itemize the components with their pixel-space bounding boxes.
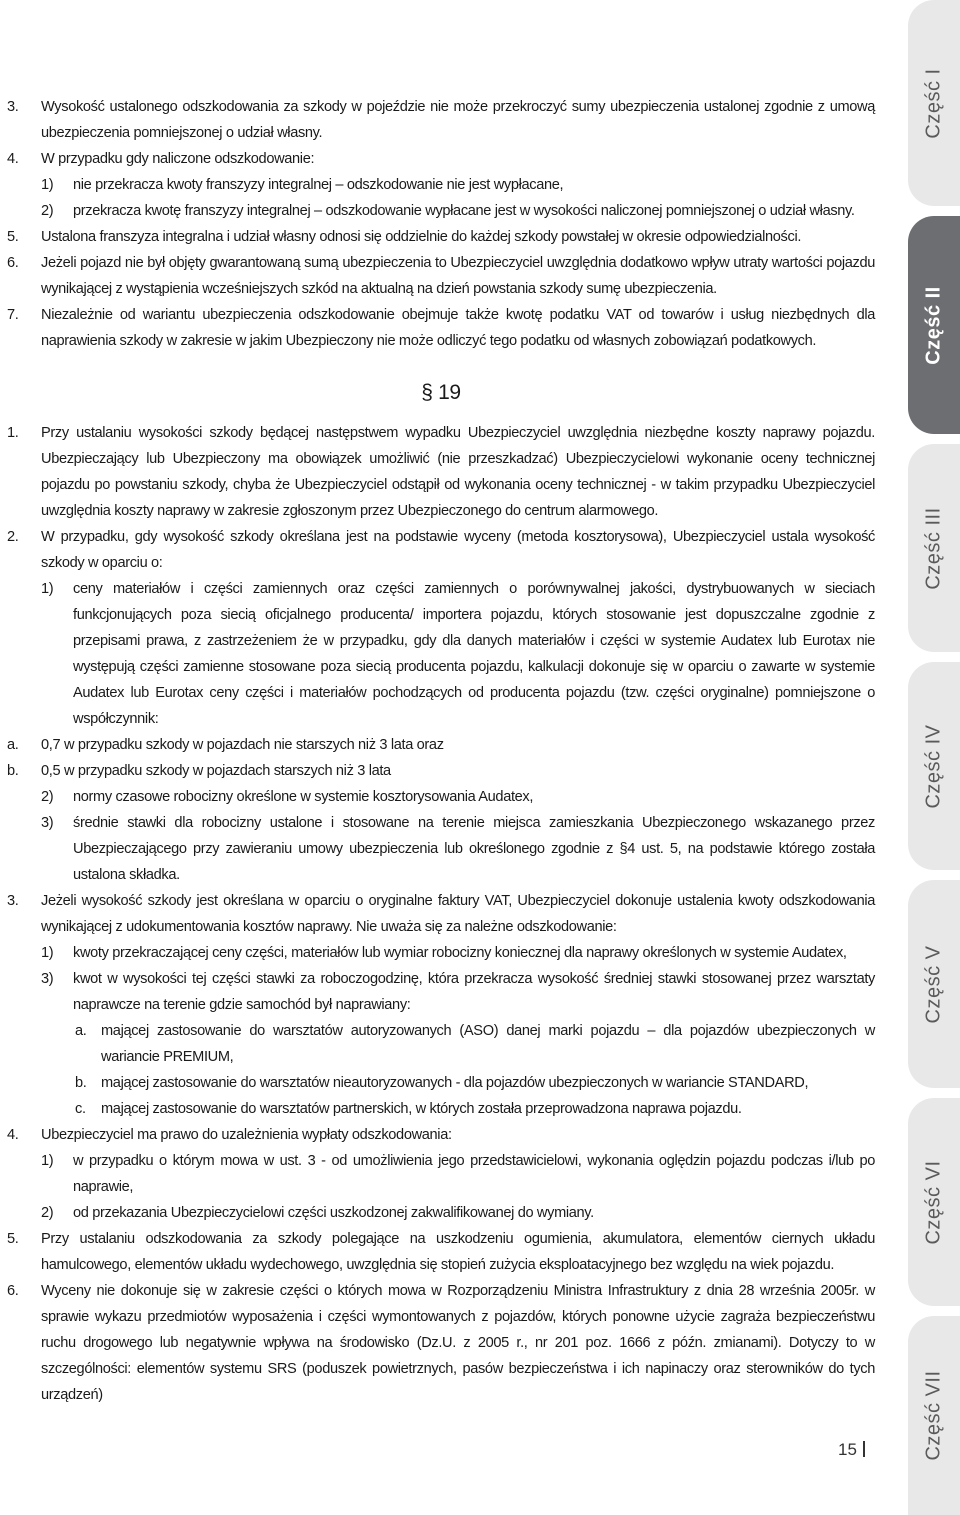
item-text: mającej zastosowanie do warsztatów partnerskich, w których została przeprowadzona naprawa pojazdu. [101,1101,742,1117]
tab-czesc-2[interactable] [908,216,960,434]
item-text: W przypadku, gdy wysokość szkody określana jest na podstawie wyceny (metoda kosztorysowa), Ubezpieczyciel ustala wysokość szkody w oparciu o: [41,529,875,571]
paragraph-b3 [7,888,875,940]
item-text: ceny materiałów i części zamiennych oraz części zamiennych o porównywalnej jakości, dystrybuowanych w sieciach funkcjonujących poza siecią oficjalnego producenta/ importera pojazdu, których stosowanie jest dopuszczalne zgodnie z przepisami prawa, z zastrzeżeniem że w przypadku, gdy dla danych materiałów i części w systemie Audatex lub Eurotax nie występują części zamienne stosowane poza siecią producenta pojazdu, kalkulacji dokonuje się w oparciu o zawarte w systemie Audatex lub Eurotax ceny części i materiałów pochodzących od producenta pojazdu (tzw. części oryginalne) pomniejszone o współczynnik: [73,581,875,727]
item-text: W przypadku gdy naliczone odszkodowanie: [41,151,315,167]
subitem-b3-3-b [7,1070,875,1096]
item-text: średnie stawki dla robocizny ustalone i stosowane na terenie miejsca zamieszkania Ubezpieczonego wskazanego przez Ubezpieczającego przy zawieraniu umowy ubezpieczenia lub określonego zgodnie z §4 ust. 5, na podstawie którego została ustalona składka. [73,815,875,883]
item-number: 3. [7,893,19,909]
item-number: 2) [41,1205,54,1221]
item-number: 3) [41,971,54,987]
item-number: 3) [41,815,54,831]
item-number: 5. [7,229,19,245]
item-number: b. [7,763,19,779]
page-number-divider [863,1441,865,1457]
item-text: 0,7 w przypadku szkody w pojazdach nie starszych niż 3 lata oraz [41,737,444,753]
item-text: przekracza kwotę franszyzy integralnej – odszkodowanie wypłacane jest w wysokości naliczonej pomniejszonej o udział własny. [73,203,855,219]
subitem-b3-3-c [7,1096,875,1122]
item-text: Przy ustalaniu odszkodowania za szkody polegające na uszkodzeniu ogumienia, akumulatora, elementów ciernych układu hamulcowego, elementów układu wydechowego, uwzględnia się stopień zużycia eksploatacyjnego bez względu na wiek pojazdu. [41,1231,875,1273]
tab-czesc-4[interactable] [908,662,960,870]
item-text: kwot w wysokości tej części stawki za roboczogodzinę, która przekracza wysokość średniej stawki stosowanej przez warsztaty naprawcze na terenie gdzie samochód był naprawiany: [73,971,875,1013]
item-number: 3. [7,99,19,115]
item-number: 4. [7,151,19,167]
item-number: a. [7,737,19,753]
item-number: c. [75,1101,86,1117]
tab-czesc-7[interactable] [908,1316,960,1515]
paragraph-3 [7,94,875,146]
item-number: 1) [41,1153,54,1169]
item-number: 6. [7,255,19,271]
document-body [7,94,875,1408]
section-tabs [908,0,960,1515]
item-text: Ubezpieczyciel ma prawo do uzależnienia wypłaty odszkodowania: [41,1127,452,1143]
item-number: 1. [7,425,19,441]
item-text: mającej zastosowanie do warsztatów autoryzowanych (ASO) danej marki pojazdu – dla pojazdów ubezpieczonych w wariancie PREMIUM, [101,1023,875,1065]
tab-czesc-6[interactable] [908,1098,960,1306]
tab-czesc-1[interactable] [908,0,960,206]
subitem-b3-3-a [7,1018,875,1070]
paragraph-b1 [7,420,875,524]
tab-czesc-5[interactable] [908,880,960,1088]
tab-label: Część I [922,67,945,139]
paragraph-b4 [7,1122,875,1148]
item-number: a. [75,1023,87,1039]
item-number: 1) [41,945,54,961]
item-text: w przypadku o którym mowa w ust. 3 - od umożliwienia jego przedstawicielowi, wykonania oględzin pojazdu podczas i/lub po naprawie, [73,1153,875,1195]
item-number: 2) [41,789,54,805]
page-number-value: 15 [838,1440,857,1459]
subitem-b2-3 [7,810,875,888]
item-text: kwoty przekraczającej ceny części, materiałów lub wymiar robocizny koniecznej dla naprawy określonych w systemie Audatex, [73,945,847,961]
section-heading: § 19 [421,381,461,404]
paragraph-5 [7,224,875,250]
tab-label: Część VI [922,1159,945,1245]
item-text: Wysokość ustalonego odszkodowania za szkody w pojeździe nie może przekroczyć sumy ubezpieczenia ustalonej zgodnie z umową ubezpieczenia pomniejszonej o udział własny. [41,99,875,141]
item-text: 0,5 w przypadku szkody w pojazdach starszych niż 3 lata [41,763,391,779]
item-text: od przekazania Ubezpieczycielowi części uszkodzonej zakwalifikowanej do wymiany. [73,1205,594,1221]
paragraph-7 [7,302,875,354]
paragraph-6 [7,250,875,302]
subitem-4-1 [7,172,875,198]
subitem-4-2 [7,198,875,224]
item-text: Jeżeli pojazd nie był objęty gwarantowaną sumą ubezpieczenia to Ubezpieczyciel uwzględnia dodatkowo wpływ utraty wartości pojazdu wynikającej z wystąpienia wcześniejszych szkód na aktualną na dzień powstania szkody sumę ubezpieczenia. [41,255,875,297]
tab-label: Część V [922,945,945,1023]
item-text: nie przekracza kwoty franszyzy integralnej – odszkodowanie nie jest wypłacane, [73,177,564,193]
item-number: 6. [7,1283,19,1299]
item-number: 2. [7,529,19,545]
paragraph-b6 [7,1278,875,1408]
subitem-b2-b [7,758,875,784]
paragraph-b2 [7,524,875,576]
tab-label: Część III [922,506,945,590]
subitem-b2-a [7,732,875,758]
item-text: Jeżeli wysokość szkody jest określana w oparciu o oryginalne faktury VAT, Ubezpieczyciel dokonuje ustalenia kwoty odszkodowania wynikającej z udokumentowania kosztów naprawy. Nie uważa się za należne odszkodowanie: [41,893,875,935]
item-text: Ustalona franszyza integralna i udział własny odnosi się oddzielnie do każdej szkody powstałej w okresie odpowiedzialności. [41,229,802,245]
item-text: normy czasowe robocizny określone w systemie kosztorysowania Audatex, [73,789,534,805]
paragraph-4 [7,146,875,172]
subitem-b2-1 [7,576,875,732]
item-number: 7. [7,307,19,323]
item-number: 5. [7,1231,19,1247]
subitem-b2-2 [7,784,875,810]
item-text: Niezależnie od wariantu ubezpieczenia odszkodowanie obejmuje także kwotę podatku VAT od towarów i usług niezbędnych dla naprawienia szkody w zakresie w jakim Ubezpieczony nie może odliczyć tego podatku od własnych zobowiązań podatkowych. [41,307,875,349]
tab-label: Część II [922,285,945,365]
subitem-b3-3 [7,966,875,1018]
item-number: 1) [41,177,54,193]
tab-label: Część IV [922,723,945,809]
item-number: 2) [41,203,54,219]
tab-label: Część VII [922,1370,945,1461]
item-text: Przy ustalaniu wysokości szkody będącej następstwem wypadku Ubezpieczyciel uwzględnia niezbędne koszty naprawy pojazdu. Ubezpieczający lub Ubezpieczony ma obowiązek umożliwić (nie przeszkadzać) Ubezpieczycielowi wykonanie oceny technicznej pojazdu po powstaniu szkody, chyba że Ubezpieczyciel odstąpił od wykonania oceny technicznej - w takim przypadku Ubezpieczyciel uwzględnia koszty naprawy w zakresie zgłoszonym przez Ubezpieczonego do centrum alarmowego. [41,425,875,519]
item-text: mającej zastosowanie do warsztatów nieautoryzowanych - dla pojazdów ubezpieczonych w wariancie STANDARD, [101,1075,809,1091]
subitem-b4-1 [7,1148,875,1200]
item-number: 1) [41,581,54,597]
item-number: b. [75,1075,87,1091]
paragraph-b5 [7,1226,875,1278]
tab-czesc-3[interactable] [908,444,960,652]
page-number [838,1440,865,1460]
item-text: Wyceny nie dokonuje się w zakresie części o których mowa w Rozporządzeniu Ministra Infrastruktury z dnia 28 września 2005r. w sprawie wykazu przedmiotów wyposażenia i części wymontowanych z pojazdów, których ponowne użycie zagraża bezpieczeństwu ruchu drogowego lub negatywnie wpływa na środowisko (Dz.U. z 2005 r., nr 201 poz. 1666 z późn. zmianami). Dotyczy to w szczególności: elementów systemu SRS (poduszek powietrznych, pasów bezpieczeństwa i ich napinaczy oraz sterowników do tych urządzeń) [41,1283,875,1403]
subitem-b3-1 [7,940,875,966]
item-number: 4. [7,1127,19,1143]
subitem-b4-2 [7,1200,875,1226]
